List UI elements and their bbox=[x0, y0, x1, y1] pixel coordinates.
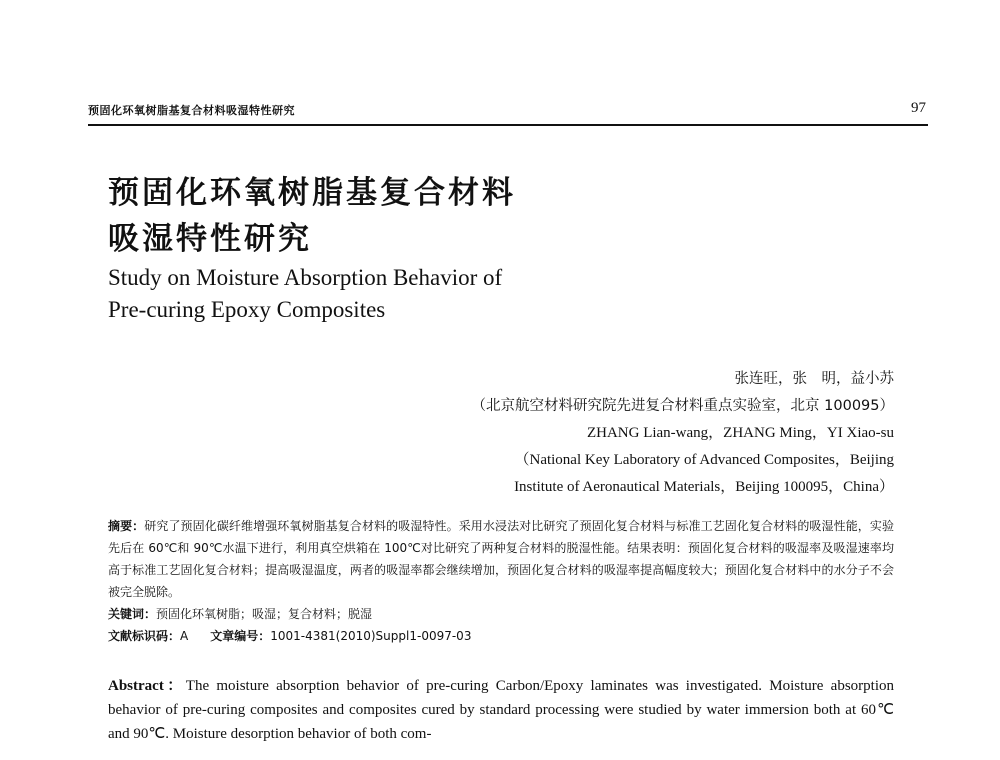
affiliation-chinese: （北京航空材料研究院先进复合材料重点实验室，北京 100095） bbox=[471, 398, 894, 414]
running-title: 预固化环氧树脂基复合材料吸湿特性研究 bbox=[88, 104, 295, 117]
affiliation-english-line-2: Institute of Aeronautical Materials，Beijing 100095，China） bbox=[514, 479, 894, 495]
title-english-line-1: Study on Moisture Absorption Behavior of bbox=[108, 265, 503, 290]
doc-code-value: A bbox=[180, 629, 189, 643]
keywords-line bbox=[108, 603, 894, 625]
title-english-line-2: Pre-curing Epoxy Composites bbox=[108, 297, 386, 322]
doc-code-label: 文献标识码： bbox=[108, 629, 181, 643]
abstract-chinese-text: 研究了预固化碳纤维增强环氧树脂基复合材料的吸湿特性。采用水浸法对比研究了预固化复合材料与标准工艺固化复合材料的吸湿性能，实验先后在 60℃和 90℃水温下进行，利用真空烘箱在 100℃对比研究了两种复合材料的脱湿性能。结果表明：预固化复合材料的吸湿率及吸湿速率均高于标准工艺固化复合材料；提高吸湿温度，两者的吸湿率都会继续增加，预固化复合材料的吸湿率提高幅度较大；预固化复合材料中的水分子不会被完全脱除。 bbox=[108, 519, 894, 599]
title-english bbox=[108, 262, 502, 326]
abstract-english-text: The moisture absorption behavior of pre-curing Carbon/Epoxy laminates was investigated. Moisture absorption behavior of pre-curing composites and composites cured by standard processing were studied by water immersion both at 60℃ and 90℃. Moisture desorption behavior of both com- bbox=[108, 678, 894, 742]
page-number: 97 bbox=[911, 100, 926, 116]
authors-block bbox=[472, 366, 894, 501]
author-names-chinese: 张连旺，张 明，益小苏 bbox=[734, 371, 894, 387]
article-number-value: 1001-4381(2010)Suppl1-0097-03 bbox=[270, 629, 472, 643]
abstract-chinese-paragraph bbox=[108, 515, 894, 603]
keywords-label: 关键词： bbox=[108, 607, 157, 621]
affiliation-english-line-1: （National Key Laboratory of Advanced Composites，Beijing bbox=[514, 452, 894, 468]
running-header bbox=[88, 102, 928, 126]
title-chinese-line-2: 吸湿特性研究 bbox=[108, 221, 312, 257]
abstract-chinese bbox=[108, 515, 894, 647]
classification-line bbox=[108, 625, 894, 647]
keywords-text: 预固化环氧树脂；吸湿；复合材料；脱湿 bbox=[156, 607, 373, 621]
title-chinese-line-1: 预固化环氧树脂基复合材料 bbox=[108, 175, 516, 211]
abstract-english bbox=[108, 674, 894, 746]
abstract-chinese-label: 摘要： bbox=[108, 519, 145, 533]
author-names-english: ZHANG Lian-wang，ZHANG Ming，YI Xiao-su bbox=[586, 425, 894, 441]
title-chinese bbox=[108, 170, 516, 262]
article-number-label: 文章编号： bbox=[210, 629, 271, 643]
abstract-english-label: Abstract： bbox=[108, 678, 186, 694]
